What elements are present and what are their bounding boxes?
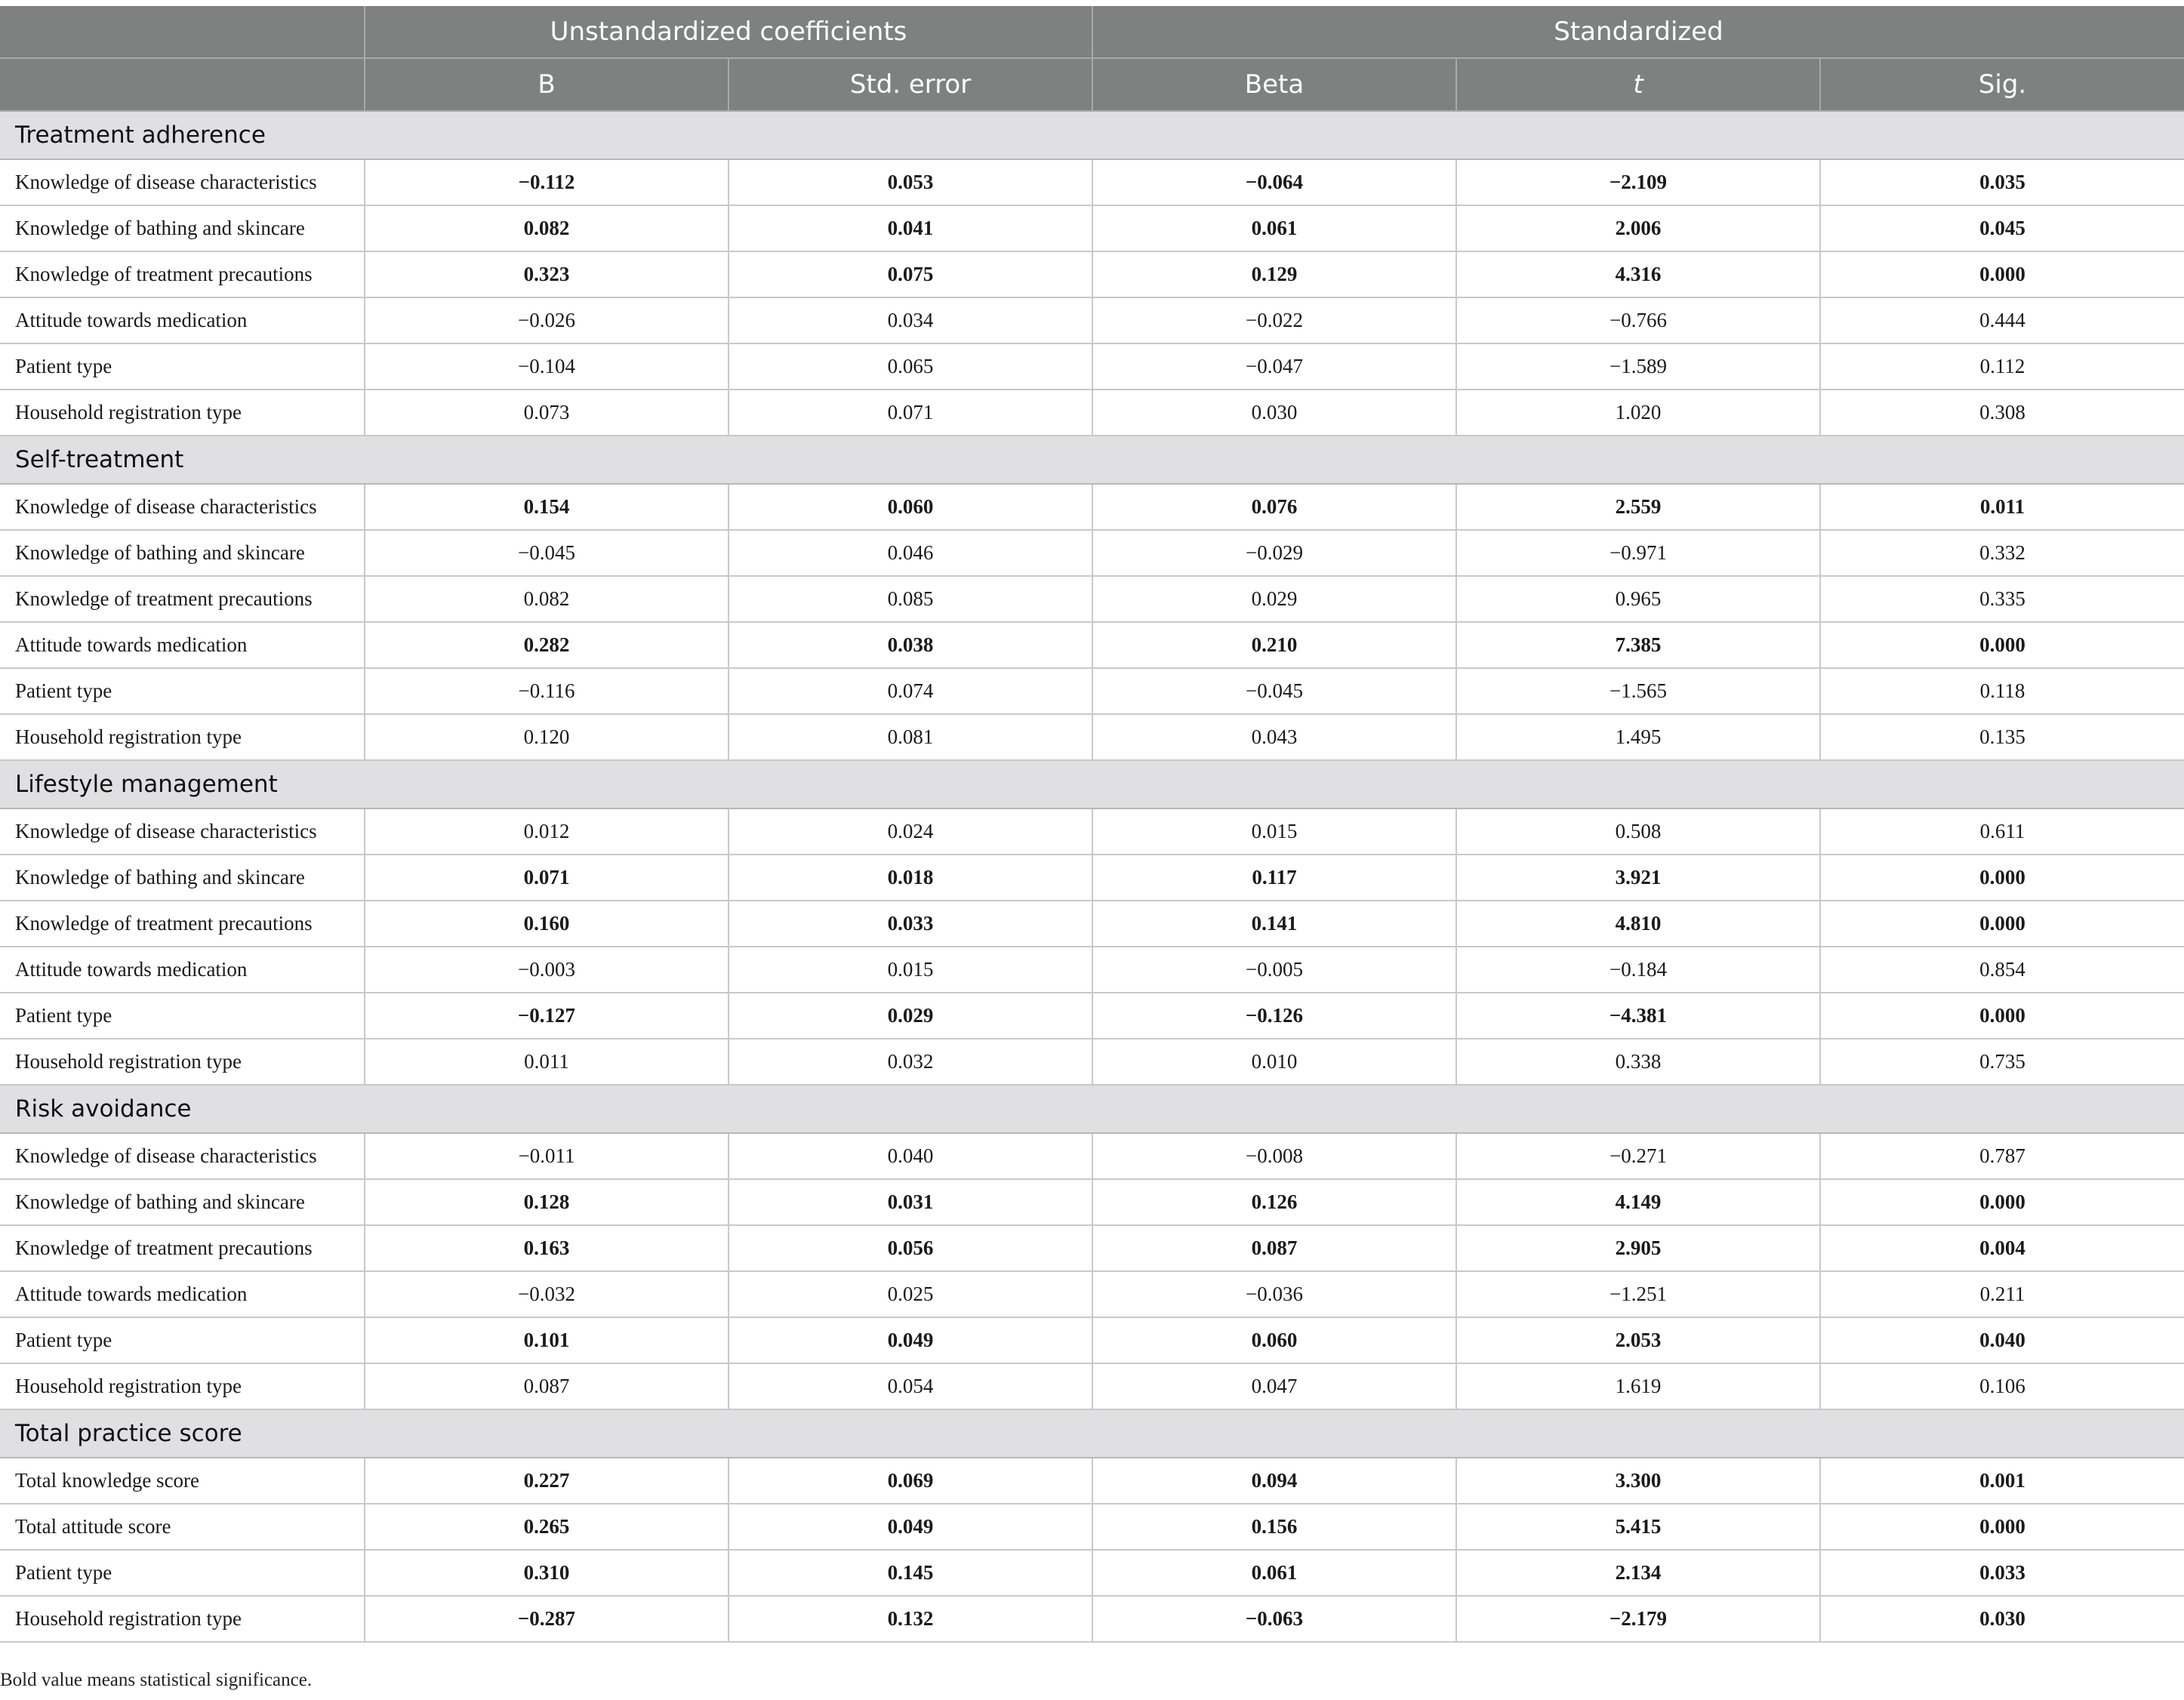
cell-std-error: 0.024 [729, 808, 1092, 855]
header-col-std-error: Std. error [729, 58, 1092, 111]
cell-sig: 0.854 [1820, 947, 2184, 993]
cell-sig: 0.112 [1820, 343, 2184, 390]
table-row [0, 1225, 2184, 1271]
cell-beta: 0.076 [1092, 484, 1456, 530]
cell-std-error: 0.056 [729, 1225, 1092, 1271]
cell-b: 0.128 [365, 1179, 729, 1225]
cell-beta: 0.010 [1092, 1039, 1456, 1085]
header-unstandardized: Unstandardized coefficients [365, 6, 1092, 58]
cell-beta: −0.008 [1092, 1133, 1456, 1179]
cell-sig: 0.000 [1820, 993, 2184, 1039]
cell-b: 0.101 [365, 1317, 729, 1363]
cell-b: 0.310 [365, 1550, 729, 1596]
cell-std-error: 0.085 [729, 576, 1092, 622]
cell-t: 2.006 [1456, 205, 1820, 251]
cell-t: −1.565 [1456, 668, 1820, 714]
cell-beta: 0.061 [1092, 1550, 1456, 1596]
cell-t: 2.905 [1456, 1225, 1820, 1271]
table-row [0, 855, 2184, 901]
cell-b: 0.227 [365, 1458, 729, 1504]
table-row [0, 1504, 2184, 1550]
cell-sig: 0.033 [1820, 1550, 2184, 1596]
table-row [0, 901, 2184, 947]
row-label: Knowledge of disease characteristics [0, 1133, 365, 1179]
table-row [0, 343, 2184, 390]
cell-t: 7.385 [1456, 622, 1820, 668]
cell-beta: 0.094 [1092, 1458, 1456, 1504]
row-label: Patient type [0, 1317, 365, 1363]
header-column-row [0, 58, 2184, 111]
cell-beta: −0.005 [1092, 947, 1456, 993]
cell-t: −1.589 [1456, 343, 1820, 390]
section-title: Risk avoidance [0, 1085, 2184, 1133]
cell-sig: 0.735 [1820, 1039, 2184, 1085]
cell-t: 1.619 [1456, 1363, 1820, 1409]
cell-b: 0.012 [365, 808, 729, 855]
cell-sig: 0.444 [1820, 297, 2184, 343]
cell-sig: 0.335 [1820, 576, 2184, 622]
row-label: Household registration type [0, 1596, 365, 1642]
cell-std-error: 0.132 [729, 1596, 1092, 1642]
cell-sig: 0.787 [1820, 1133, 2184, 1179]
table-row [0, 947, 2184, 993]
table-row [0, 1458, 2184, 1504]
table-row [0, 1271, 2184, 1317]
cell-std-error: 0.049 [729, 1504, 1092, 1550]
row-label: Total attitude score [0, 1504, 365, 1550]
row-label: Household registration type [0, 1039, 365, 1085]
table-row [0, 530, 2184, 576]
cell-b: 0.087 [365, 1363, 729, 1409]
cell-t: 2.559 [1456, 484, 1820, 530]
row-label: Total knowledge score [0, 1458, 365, 1504]
table-row [0, 297, 2184, 343]
cell-t: 2.134 [1456, 1550, 1820, 1596]
cell-std-error: 0.145 [729, 1550, 1092, 1596]
row-label: Knowledge of bathing and skincare [0, 530, 365, 576]
cell-t: −0.271 [1456, 1133, 1820, 1179]
table-row [0, 993, 2184, 1039]
row-label: Knowledge of bathing and skincare [0, 855, 365, 901]
table-row [0, 390, 2184, 436]
cell-t: 1.495 [1456, 714, 1820, 760]
cell-sig: 0.611 [1820, 808, 2184, 855]
cell-beta: 0.060 [1092, 1317, 1456, 1363]
header-standardized: Standardized [1092, 6, 2184, 58]
cell-std-error: 0.015 [729, 947, 1092, 993]
cell-std-error: 0.032 [729, 1039, 1092, 1085]
cell-b: −0.287 [365, 1596, 729, 1642]
section-title: Treatment adherence [0, 111, 2184, 159]
row-label: Attitude towards medication [0, 1271, 365, 1317]
cell-beta: 0.141 [1092, 901, 1456, 947]
row-label: Patient type [0, 993, 365, 1039]
table-row [0, 205, 2184, 251]
section-title: Self-treatment [0, 436, 2184, 484]
table-row [0, 668, 2184, 714]
cell-b: 0.282 [365, 622, 729, 668]
cell-std-error: 0.069 [729, 1458, 1092, 1504]
cell-sig: 0.332 [1820, 530, 2184, 576]
cell-std-error: 0.033 [729, 901, 1092, 947]
cell-sig: 0.035 [1820, 159, 2184, 205]
cell-b: −0.026 [365, 297, 729, 343]
cell-beta: 0.087 [1092, 1225, 1456, 1271]
row-label: Patient type [0, 343, 365, 390]
row-label: Patient type [0, 668, 365, 714]
cell-b: −0.127 [365, 993, 729, 1039]
cell-std-error: 0.046 [729, 530, 1092, 576]
cell-beta: −0.036 [1092, 1271, 1456, 1317]
cell-b: −0.116 [365, 668, 729, 714]
section-header-row [0, 1085, 2184, 1133]
cell-beta: 0.210 [1092, 622, 1456, 668]
row-label: Knowledge of treatment precautions [0, 576, 365, 622]
cell-b: −0.032 [365, 1271, 729, 1317]
table-row [0, 1133, 2184, 1179]
cell-beta: −0.045 [1092, 668, 1456, 714]
cell-t: −1.251 [1456, 1271, 1820, 1317]
cell-std-error: 0.075 [729, 251, 1092, 297]
table-row [0, 251, 2184, 297]
row-label: Patient type [0, 1550, 365, 1596]
cell-beta: 0.043 [1092, 714, 1456, 760]
cell-sig: 0.308 [1820, 390, 2184, 436]
table-row [0, 714, 2184, 760]
cell-std-error: 0.081 [729, 714, 1092, 760]
cell-t: −0.971 [1456, 530, 1820, 576]
cell-beta: −0.022 [1092, 297, 1456, 343]
cell-sig: 0.000 [1820, 855, 2184, 901]
section-title: Total practice score [0, 1409, 2184, 1458]
cell-b: 0.082 [365, 205, 729, 251]
cell-std-error: 0.034 [729, 297, 1092, 343]
row-label: Knowledge of treatment precautions [0, 251, 365, 297]
cell-t: 2.053 [1456, 1317, 1820, 1363]
cell-beta: 0.117 [1092, 855, 1456, 901]
table-row [0, 1363, 2184, 1409]
cell-std-error: 0.074 [729, 668, 1092, 714]
header-col-sig: Sig. [1820, 58, 2184, 111]
cell-beta: 0.126 [1092, 1179, 1456, 1225]
cell-t: 4.316 [1456, 251, 1820, 297]
cell-b: 0.071 [365, 855, 729, 901]
cell-sig: 0.000 [1820, 1504, 2184, 1550]
table-row [0, 1317, 2184, 1363]
cell-beta: 0.047 [1092, 1363, 1456, 1409]
table-row [0, 159, 2184, 205]
cell-t: 0.338 [1456, 1039, 1820, 1085]
table-body [0, 111, 2184, 1642]
cell-t: 3.300 [1456, 1458, 1820, 1504]
cell-beta: 0.015 [1092, 808, 1456, 855]
cell-b: −0.112 [365, 159, 729, 205]
cell-sig: 0.030 [1820, 1596, 2184, 1642]
row-label: Attitude towards medication [0, 297, 365, 343]
row-label: Knowledge of disease characteristics [0, 159, 365, 205]
row-label: Household registration type [0, 1363, 365, 1409]
cell-beta: 0.030 [1092, 390, 1456, 436]
cell-std-error: 0.029 [729, 993, 1092, 1039]
cell-sig: 0.011 [1820, 484, 2184, 530]
header-col-b: B [365, 58, 729, 111]
cell-sig: 0.106 [1820, 1363, 2184, 1409]
row-label: Attitude towards medication [0, 947, 365, 993]
row-label: Household registration type [0, 390, 365, 436]
cell-std-error: 0.040 [729, 1133, 1092, 1179]
cell-sig: 0.001 [1820, 1458, 2184, 1504]
cell-b: −0.045 [365, 530, 729, 576]
cell-std-error: 0.065 [729, 343, 1092, 390]
cell-b: 0.160 [365, 901, 729, 947]
cell-sig: 0.211 [1820, 1271, 2184, 1317]
cell-b: −0.003 [365, 947, 729, 993]
cell-b: 0.073 [365, 390, 729, 436]
table-row [0, 1039, 2184, 1085]
cell-beta: −0.029 [1092, 530, 1456, 576]
cell-std-error: 0.054 [729, 1363, 1092, 1409]
cell-sig: 0.135 [1820, 714, 2184, 760]
cell-b: −0.011 [365, 1133, 729, 1179]
table-row [0, 576, 2184, 622]
cell-sig: 0.000 [1820, 622, 2184, 668]
cell-std-error: 0.038 [729, 622, 1092, 668]
cell-t: 1.020 [1456, 390, 1820, 436]
cell-sig: 0.000 [1820, 1179, 2184, 1225]
cell-beta: 0.129 [1092, 251, 1456, 297]
row-label: Knowledge of treatment precautions [0, 901, 365, 947]
cell-b: 0.082 [365, 576, 729, 622]
regression-table [0, 6, 2184, 1643]
row-label: Attitude towards medication [0, 622, 365, 668]
section-header-row [0, 111, 2184, 159]
cell-sig: 0.000 [1820, 901, 2184, 947]
cell-beta: −0.064 [1092, 159, 1456, 205]
cell-beta: 0.029 [1092, 576, 1456, 622]
row-label: Household registration type [0, 714, 365, 760]
cell-t: −0.184 [1456, 947, 1820, 993]
cell-sig: 0.118 [1820, 668, 2184, 714]
cell-b: 0.120 [365, 714, 729, 760]
cell-std-error: 0.060 [729, 484, 1092, 530]
row-label: Knowledge of disease characteristics [0, 808, 365, 855]
cell-t: 4.149 [1456, 1179, 1820, 1225]
section-header-row [0, 436, 2184, 484]
row-label: Knowledge of bathing and skincare [0, 205, 365, 251]
cell-t: 0.965 [1456, 576, 1820, 622]
cell-t: 3.921 [1456, 855, 1820, 901]
cell-sig: 0.040 [1820, 1317, 2184, 1363]
cell-t: −2.109 [1456, 159, 1820, 205]
header-group-row [0, 6, 2184, 58]
table-row [0, 484, 2184, 530]
cell-b: 0.154 [365, 484, 729, 530]
table-footnote: Bold value means statistical significance. [0, 1670, 313, 1690]
cell-t: −2.179 [1456, 1596, 1820, 1642]
cell-std-error: 0.071 [729, 390, 1092, 436]
row-label: Knowledge of disease characteristics [0, 484, 365, 530]
cell-b: 0.011 [365, 1039, 729, 1085]
cell-t: 5.415 [1456, 1504, 1820, 1550]
cell-std-error: 0.041 [729, 205, 1092, 251]
cell-sig: 0.000 [1820, 251, 2184, 297]
cell-std-error: 0.018 [729, 855, 1092, 901]
header-blank-cell [0, 58, 365, 111]
cell-sig: 0.045 [1820, 205, 2184, 251]
cell-b: −0.104 [365, 343, 729, 390]
cell-t: −4.381 [1456, 993, 1820, 1039]
cell-b: 0.323 [365, 251, 729, 297]
cell-beta: −0.126 [1092, 993, 1456, 1039]
cell-beta: 0.061 [1092, 205, 1456, 251]
table-row [0, 622, 2184, 668]
row-label: Knowledge of bathing and skincare [0, 1179, 365, 1225]
cell-b: 0.163 [365, 1225, 729, 1271]
row-label: Knowledge of treatment precautions [0, 1225, 365, 1271]
header-col-beta: Beta [1092, 58, 1456, 111]
section-title: Lifestyle management [0, 760, 2184, 808]
cell-t: 4.810 [1456, 901, 1820, 947]
section-header-row [0, 1409, 2184, 1458]
cell-beta: −0.047 [1092, 343, 1456, 390]
cell-t: 0.508 [1456, 808, 1820, 855]
table-row [0, 1596, 2184, 1642]
section-header-row [0, 760, 2184, 808]
cell-b: 0.265 [365, 1504, 729, 1550]
cell-beta: −0.063 [1092, 1596, 1456, 1642]
cell-sig: 0.004 [1820, 1225, 2184, 1271]
cell-std-error: 0.031 [729, 1179, 1092, 1225]
cell-t: −0.766 [1456, 297, 1820, 343]
cell-std-error: 0.053 [729, 159, 1092, 205]
cell-std-error: 0.049 [729, 1317, 1092, 1363]
header-blank-cell [0, 6, 365, 58]
cell-std-error: 0.025 [729, 1271, 1092, 1317]
table-row [0, 808, 2184, 855]
header-col-t: t [1456, 58, 1820, 111]
table-row [0, 1550, 2184, 1596]
cell-beta: 0.156 [1092, 1504, 1456, 1550]
table-row [0, 1179, 2184, 1225]
